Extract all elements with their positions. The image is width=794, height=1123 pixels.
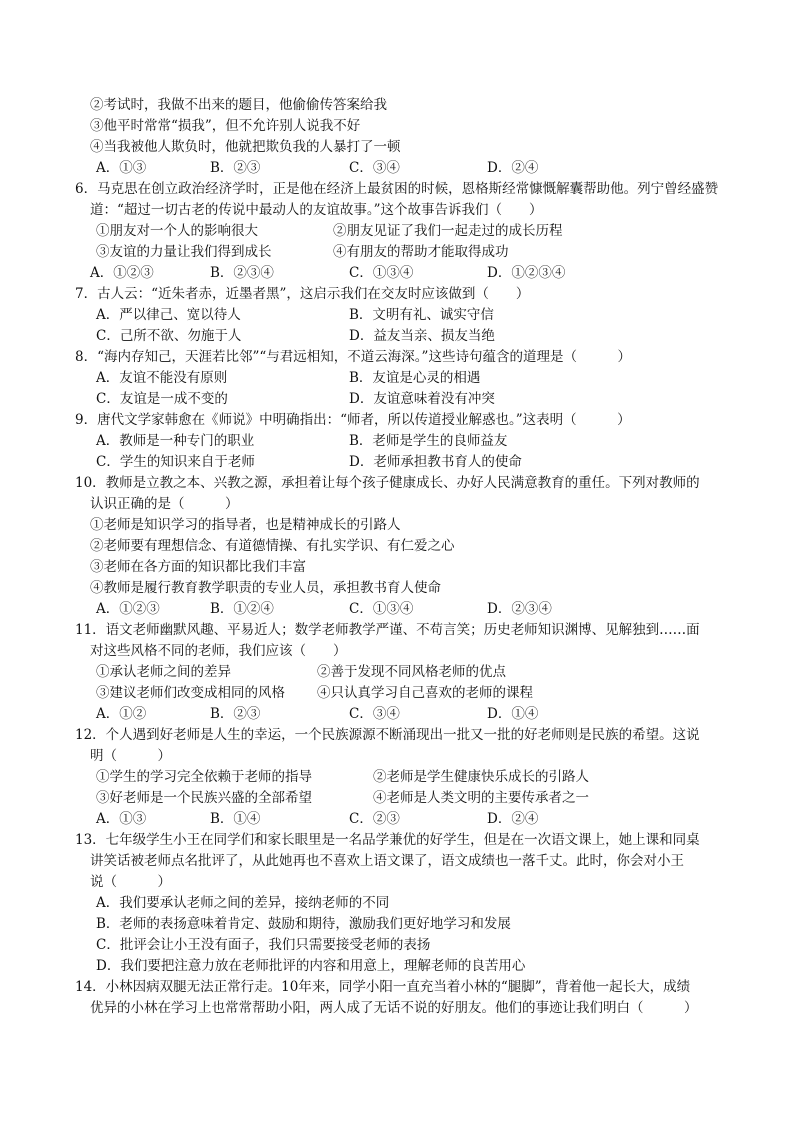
q12-statement-4: ④老师是人类文明的主要传承者之一 (373, 790, 589, 806)
q14-stem-line-2: 优异的小林在学习上也常常帮助小阳，两人成了无话不说的好朋友。他们的事迹让我们明白（ ） (90, 1000, 698, 1016)
q8-option-d: D．友谊意味着没有冲突 (349, 391, 495, 407)
q13-option-a: A．我们要承认老师之间的差异，接纳老师的不同 (96, 895, 390, 911)
q10-statement-3: ③老师在各方面的知识都比我们丰富 (90, 559, 306, 575)
q5-option-b: B．②③ (210, 160, 261, 176)
q7-option-a: A．严以律己、宽以待人 (96, 307, 241, 323)
q8-option-c: C．友谊是一成不变的 (96, 391, 228, 407)
q12-option-b: B．①④ (210, 811, 261, 827)
q6-option-b: B．②③④ (210, 265, 274, 281)
q11-option-b: B．②③ (210, 706, 261, 722)
q6-option-c: C．①③④ (349, 265, 414, 281)
q6-statement-1: ①朋友对一个人的影响很大 (96, 223, 258, 239)
q7-stem: 7．古人云：“近朱者赤，近墨者黑”，这启示我们在交友时应该做到（ ） (75, 286, 530, 302)
q5-statement-3: ③他平时常常“损我”，但不允许别人说我不好 (90, 118, 361, 134)
q6-statement-4: ④有朋友的帮助才能取得成功 (333, 244, 509, 260)
q5-statement-4: ④当我被他人欺负时，他就把欺负我的人暴打了一顿 (90, 139, 401, 155)
q11-statement-4: ④只认真学习自己喜欢的老师的课程 (317, 685, 533, 701)
q11-stem-line-1: 11．语文老师幽默风趣、平易近人；数学老师教学严谨、不苟言笑；历史老师知识渊博、见解独到……面 (75, 622, 700, 638)
q9-option-c: C．学生的知识来自于老师 (96, 454, 255, 470)
q12-statement-2: ②老师是学生健康快乐成长的引路人 (373, 769, 589, 785)
q10-statement-2: ②老师要有理想信念、有道德情操、有扎实学识、有仁爱之心 (90, 538, 455, 554)
q7-option-b: B．文明有礼、诚实守信 (349, 307, 494, 323)
q6-stem-line-2: 道：“超过一切古老的传说中最动人的友谊故事。”这个故事告诉我们（ ） (90, 202, 543, 218)
q13-stem-line-1: 13．七年级学生小王在同学们和家长眼里是一名品学兼优的好学生，但是在一次语文课上，她上课和同桌 (75, 832, 700, 848)
q10-option-b: B．①②④ (210, 601, 274, 617)
q7-option-d: D．益友当亲、损友当绝 (349, 328, 495, 344)
q9-option-b: B．老师是学生的良师益友 (349, 433, 508, 449)
q6-option-d: D．①②③④ (487, 265, 566, 281)
q10-stem-line-2: 认识正确的是（ ） (90, 496, 239, 512)
q11-statement-2: ②善于发现不同风格老师的优点 (317, 664, 506, 680)
q7-option-c: C．己所不欲、勿施于人 (96, 328, 242, 344)
q9-option-d: D．老师承担教书育人的使命 (349, 454, 522, 470)
q13-stem-line-3: 说（ ） (90, 874, 171, 890)
q10-option-c: C．①③④ (349, 601, 414, 617)
q10-statement-1: ①老师是知识学习的指导者，也是精神成长的引路人 (90, 517, 401, 533)
q8-option-b: B．友谊是心灵的相遇 (349, 370, 481, 386)
q13-option-b: B．老师的表扬意味着肯定、鼓励和期待，激励我们更好地学习和发展 (96, 916, 511, 932)
q13-option-c: C．批评会让小王没有面子，我们只需要接受老师的表扬 (96, 937, 431, 953)
q6-stem-line-1: 6．马克思在创立政治经济学时，正是他在经济上最贫困的时候，恩格斯经常慷慨解囊帮助他。列宁曾经盛赞 (75, 181, 719, 197)
q6-statement-2: ②朋友见证了我们一起走过的成长历程 (333, 223, 563, 239)
q5-statement-2: ②考试时，我做不出来的题目，他偷偷传答案给我 (90, 97, 387, 113)
q11-option-d: D．①④ (487, 706, 539, 722)
q11-stem-line-2: 对这些风格不同的老师，我们应该（ ） (90, 643, 347, 659)
q8-option-a: A．友谊不能没有原则 (96, 370, 228, 386)
q12-statement-3: ③好老师是一个民族兴盛的全部希望 (96, 790, 312, 806)
q5-option-a: A．①③ (96, 160, 147, 176)
q6-statement-3: ③友谊的力量让我们得到成长 (96, 244, 272, 260)
q11-statement-3: ③建议老师们改变成相同的风格 (96, 685, 285, 701)
q5-option-d: D．②④ (487, 160, 539, 176)
q13-stem-line-2: 讲笑话被老师点名批评了，从此她再也不喜欢上语文课了，语文成绩也一落千丈。此时，你会对小王 (90, 853, 684, 869)
q9-stem: 9．唐代文学家韩愈在《师说》中明确指出：“师者，所以传道授业解惑也。”这表明（ ） (75, 412, 631, 428)
q9-option-a: A．教师是一种专门的职业 (96, 433, 255, 449)
q12-option-d: D．②④ (487, 811, 539, 827)
q10-option-a: A．①②③ (96, 601, 160, 617)
q12-stem-line-2: 明（ ） (90, 748, 171, 764)
q8-stem: 8．“海内存知己，天涯若比邻”“与君远相知，不道云海深。”这些诗句蕴含的道理是（ ） (75, 349, 631, 365)
q13-option-d: D．我们要把注意力放在老师批评的内容和用意上，理解老师的良苦用心 (96, 958, 526, 974)
q10-option-d: D．②③④ (487, 601, 552, 617)
q12-statement-1: ①学生的学习完全依赖于老师的指导 (96, 769, 312, 785)
q10-statement-4: ④教师是履行教育教学职责的专业人员，承担教书育人使命 (90, 580, 441, 596)
q11-option-c: C．③④ (349, 706, 400, 722)
q12-option-c: C．②③ (349, 811, 400, 827)
q11-statement-1: ①承认老师之间的差异 (96, 664, 231, 680)
q11-option-a: A．①② (96, 706, 147, 722)
q5-option-c: C．③④ (349, 160, 400, 176)
q6-option-a: A．①②③ (90, 265, 154, 281)
q14-stem-line-1: 14．小林因病双腿无法正常行走。10年来，同学小阳一直充当着小林的“腿脚”，背着他一起长大，成绩 (75, 979, 691, 995)
q12-option-a: A．①③ (96, 811, 147, 827)
q12-stem-line-1: 12．个人遇到好老师是人生的幸运，一个民族源源不断涌现出一批又一批的好老师则是民族的希望。这说 (75, 727, 700, 743)
q10-stem-line-1: 10．教师是立教之本、兴教之源，承担着让每个孩子健康成长、办好人民满意教育的重任。下列对教师的 (75, 475, 700, 491)
